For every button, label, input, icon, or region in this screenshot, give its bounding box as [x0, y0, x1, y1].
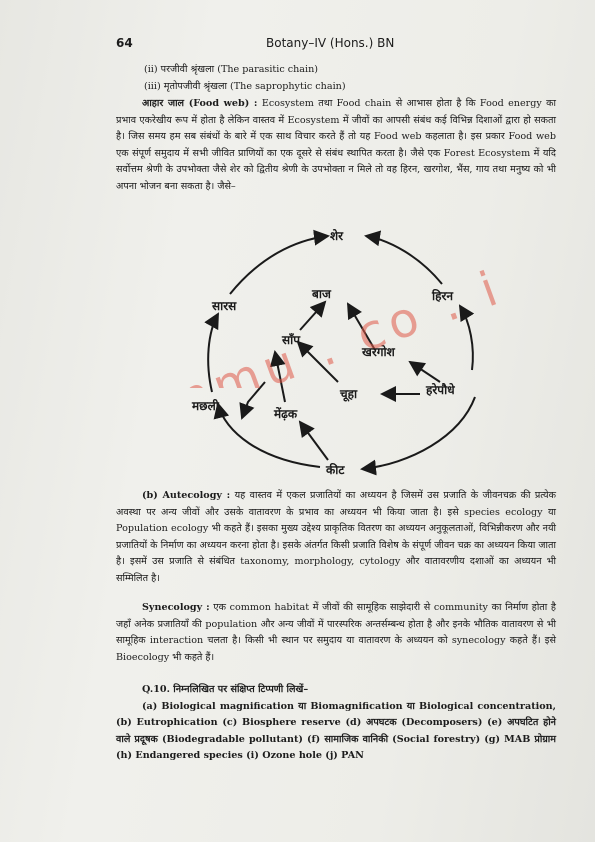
node-hare-paudhe: हरेपौधे [426, 383, 455, 397]
node-keet: कीट [326, 463, 345, 477]
running-title: Botany–IV (Hons.) BN [266, 36, 395, 50]
node-medhak: मेंढ़क [274, 407, 298, 421]
arrow-saras-to-sher [230, 236, 328, 294]
arrow-khargosh-to-baaz [348, 304, 375, 350]
synecology-paragraph [116, 600, 556, 666]
arrow-machhli-to-saras [208, 314, 218, 392]
node-saanp: साँप [282, 333, 301, 347]
autecology-heading: (b) Autecology : [142, 490, 231, 501]
food-web-heading: आहार जाल (Food web) : [142, 98, 258, 109]
question-items: (a) Biological magnification या Biomagnification या Biological concentration, (b) Eutrophication (c) Biosphere reserve (d) अपघटक (Decomposers) (e) अपघटित होने वाले प्रदूषक (Biodegradable pollutant) (f) सामाजिक वानिकी (Social forestry) (g) MAB प्रोग्राम (h) Endangered species (i) Ozone hole (j) PAN [116, 700, 556, 761]
arrow-chooha-to-saanp [298, 342, 338, 382]
arrow-harepaudhe-to-hiran [460, 306, 473, 370]
food-web-text: Ecosystem तथा Food chain से आभास होता है कि Food energy का प्रभाव एकरेखीय रूप में होता है लेकिन वास्तव में Ecosystem में जीवों का आपसी संबंध कई विभिन्न दिशाओं द्वारा हो सकता है। जिस समय हम सब संबंधों के बारे में एक साथ विचार करते हैं तो यह Food web कहलाता है। इस प्रकार Food web एक संपूर्ण समुदाय में सभी जीवित प्राणियों का एक दूसरे से संबंध स्थापित करता है। जैसे एक Forest Ecosystem में यदि सर्वोत्तम श्रेणी के उपभोक्ता जैसे शेर को द्वितीय श्रेणी के उपभोक्ता न मिले तो वह हिरन, खरगोश, भैंस, गाय तथा मनुष्य को भी अपना भोजन बना सकता है। जैसे– [116, 98, 556, 192]
synecology-heading: Synecology : [142, 602, 210, 613]
synecology-text: एक common habitat में जीवों की सामूहिक साझेदारी से community का निर्माण होता है जहाँ अनेक प्रजातियाँ की population और अन्य जीवों में पारस्परिक अन्तर्सम्बन्ध होता है और इनके भौतिक वातावरण से भी सामूहिक interaction चलता है। किसी भी स्थान पर समुदाय या वातावरण के अध्ययन को synecology कहते हैं। इसे Bioecology भी कहते हैं। [116, 602, 556, 663]
page-header [116, 36, 555, 56]
chain-list [116, 62, 556, 95]
node-baaz: बाज [312, 287, 331, 301]
node-saras: सारस [212, 299, 237, 313]
arrow-harepaudhe-to-khargosh [410, 362, 440, 382]
node-hiran: हिरन [432, 289, 454, 303]
arrow-saanp-zigzag [242, 382, 265, 418]
food-web-diagram [170, 222, 500, 482]
autecology-text: यह वास्तव में एकल प्रजातियों का अध्ययन है जिसमें उस प्रजाति के जीवनचक्र की प्रत्येक अवस्था पर अन्य जीवों और उसके वातावरण के प्रभाव का अध्ययन भी किया जाता है। इसे species ecology या Population ecology भी कहते हैं। इसका मुख्य उद्देश्य प्राकृतिक वितरण का अध्ययन अनुकूलताओं, विभिन्नीकरण और नयी प्रजातियों के निर्माण का अध्ययन करना होता है। इसके अंतर्गत किसी प्रजाति विशेष के संपूर्ण जीवन चक्र का अध्ययन किया जाता है। इसमें उस प्रजाति से संबंधित taxonomy, morphology, cytology और वातावरणीय दशाओं का अध्ययन भी सम्मिलित है। [116, 490, 556, 584]
node-khargosh: खरगोश [362, 345, 395, 359]
list-item: (iii) मृतोपजीवी श्रृंखला (The saprophytic chain) [144, 80, 346, 92]
food-web-paragraph [116, 96, 556, 195]
page-number: 64 [116, 36, 133, 50]
autecology-paragraph [116, 488, 556, 587]
list-item: (ii) परजीवी श्रृंखला (The parasitic chain) [144, 64, 319, 75]
arrow-medhak-to-saanp [275, 352, 285, 402]
arrow-hiran-to-sher [366, 236, 442, 284]
watermark-text: bnmu . co . in [136, 246, 500, 388]
node-chooha: चूहा [340, 387, 358, 401]
arrow-harepaudhe-to-keet [362, 397, 475, 469]
question-block [116, 682, 556, 765]
node-machhli: मछली [192, 399, 219, 413]
question-heading: Q.10. निम्नलिखित पर संक्षिप्त टिप्पणी लिखें– [142, 684, 309, 695]
arrow-keet-to-machhli [218, 404, 320, 467]
node-sher: शेर [330, 229, 344, 243]
arrow-keet-to-medhak [300, 422, 328, 460]
arrow-saanp-to-baaz [300, 302, 325, 330]
